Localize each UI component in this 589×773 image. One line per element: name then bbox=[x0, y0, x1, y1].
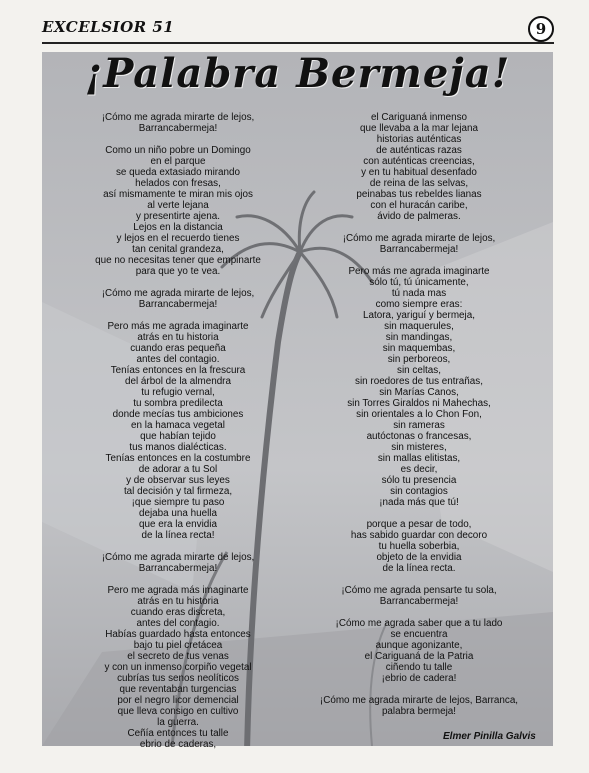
stanza-gap bbox=[303, 607, 535, 618]
poem-line: ¡Cómo me agrada mirarte de lejos, bbox=[101, 112, 255, 123]
poem-line: sólo tú, tú únicamente, bbox=[369, 277, 469, 288]
poem-line: donde mecías tus ambiciones bbox=[112, 409, 244, 420]
poem-line: Barrancabermeja! bbox=[379, 596, 459, 607]
poem-line: para que yo te vea. bbox=[135, 266, 221, 277]
poem-line: con auténticas creencias, bbox=[363, 156, 475, 167]
poem-line: y en tu habitual desenfado bbox=[361, 167, 477, 178]
poem-line: sin maquembas, bbox=[382, 343, 456, 354]
poem-line: así mismamente te miran mis ojos bbox=[103, 189, 253, 200]
poem-line: bajo tu piel cretácea bbox=[133, 640, 223, 651]
poem-line: el Cariguaná inmenso bbox=[370, 112, 468, 123]
poem-line: ávido de palmeras. bbox=[377, 211, 461, 222]
poem-line: al verte lejana bbox=[147, 200, 209, 211]
poem-line: sin celtas, bbox=[397, 365, 441, 376]
poem-line: de reina de las selvas, bbox=[369, 178, 469, 189]
poem-line: Barrancabermeja! bbox=[138, 299, 218, 310]
poem-line: Ceñía entonces tu talle bbox=[127, 728, 229, 739]
poem-line: tu refugio vernal, bbox=[141, 387, 215, 398]
poem-line: ¡Cómo me agrada mirarte de lejos, bbox=[342, 233, 496, 244]
poem-line: sin mallas elitistas, bbox=[377, 453, 461, 464]
poem-line: en el parque bbox=[150, 156, 206, 167]
poem-line: ¡Cómo me agrada mirarte de lejos, bbox=[101, 288, 255, 299]
poem-line: Pero me agrada más imaginarte bbox=[107, 585, 249, 596]
poem-line: y presentirte ajena. bbox=[136, 211, 220, 222]
poem-line: tu sombra predilecta bbox=[133, 398, 223, 409]
poem-line: Latora, yariguí y bermeja, bbox=[363, 310, 475, 321]
poem-line: ebrio de caderas, bbox=[139, 739, 217, 750]
stanza-gap bbox=[303, 255, 535, 266]
poem-line: la guerra. bbox=[157, 717, 199, 728]
stanza-gap bbox=[303, 508, 535, 519]
poem-line: con el huracán caribe, bbox=[370, 200, 468, 211]
stanza-gap bbox=[303, 684, 535, 695]
author-name: Elmer Pinilla Galvis bbox=[443, 731, 536, 742]
poem-line: atrás en tu historia bbox=[137, 596, 219, 607]
poem-column-left bbox=[62, 112, 294, 750]
poem-line: sin perboreos, bbox=[387, 354, 451, 365]
poem-line: sin rameras bbox=[393, 420, 445, 431]
poem-line: antes del contagio. bbox=[136, 354, 220, 365]
poem-line: que llevaba a la mar lejana bbox=[359, 123, 479, 134]
poem-line: helados con fresas, bbox=[135, 178, 221, 189]
poem-line: Barrancabermeja! bbox=[138, 563, 218, 574]
poem-line: Tenías entonces en la costumbre bbox=[105, 453, 251, 464]
poem-line: cubrías tus senos neolíticos bbox=[117, 673, 239, 684]
stanza-gap bbox=[62, 277, 294, 288]
poem-line: en la hamaca vegetal bbox=[131, 420, 225, 431]
poem-line: de la línea recta! bbox=[141, 530, 215, 541]
poem-line: sin Marías Canos, bbox=[379, 387, 459, 398]
poem-line: ¡que siempre tu paso bbox=[131, 497, 225, 508]
poem-line: Como un niño pobre un Domingo bbox=[105, 145, 251, 156]
poem-column-right bbox=[303, 112, 535, 717]
poem-line: Barrancabermeja! bbox=[138, 123, 218, 134]
poem-line: objeto de la envidia bbox=[376, 552, 462, 563]
poem-line: como siempre eras: bbox=[375, 299, 463, 310]
poem-title: ¡Palabra Bermeja! bbox=[84, 50, 511, 97]
poem-line: Tenías entonces en la frescura bbox=[110, 365, 246, 376]
poem-line: sin misteres, bbox=[391, 442, 447, 453]
poem-line: palabra bermeja! bbox=[381, 706, 457, 717]
poem-line: de la línea recta. bbox=[382, 563, 456, 574]
poem-line: el secreto de tus venas bbox=[127, 651, 229, 662]
poem-line: ¡Cómo me agrada mirarte de lejos, bbox=[101, 552, 255, 563]
poem-line: tus manos dialécticas. bbox=[129, 442, 227, 453]
poem-line: que lleva consigo en cultivo bbox=[117, 706, 239, 717]
poem-line: has sabido guardar con decoro bbox=[350, 530, 488, 541]
stanza-gap bbox=[303, 574, 535, 585]
poem-line: ¡nada más que tú! bbox=[379, 497, 459, 508]
poem-line: sin contagios bbox=[390, 486, 448, 497]
poem-line: ¡Cómo me agrada saber que a tu lado bbox=[335, 618, 503, 629]
stanza-gap bbox=[303, 222, 535, 233]
poem-line: y lejos en el recuerdo tienes bbox=[116, 233, 240, 244]
poem-line: del árbol de la almendra bbox=[125, 376, 231, 387]
poem-line: sólo tu presencia bbox=[381, 475, 457, 486]
poem-line: por el negro licor demencial bbox=[117, 695, 239, 706]
poem-line: Barrancabermeja! bbox=[379, 244, 459, 255]
poem-line: que habían tejido bbox=[140, 431, 216, 442]
stanza-gap bbox=[62, 541, 294, 552]
poem-line: Lejos en la distancia bbox=[133, 222, 223, 233]
stanza-gap bbox=[62, 134, 294, 145]
poem-line: sin orientales a lo Chon Fon, bbox=[356, 409, 482, 420]
poem-line: ¡ebrio de cadera! bbox=[381, 673, 457, 684]
poem-line: que reventaban turgencias bbox=[119, 684, 237, 695]
page-header bbox=[42, 14, 554, 42]
poem-line: peinabas tus rebeldes lianas bbox=[356, 189, 482, 200]
poem-line: que no necesitas tener que empinarte bbox=[95, 255, 261, 266]
poem-line: Pero más me agrada imaginarte bbox=[107, 321, 249, 332]
poem-line: sin roedores de tus entrañas, bbox=[355, 376, 483, 387]
poem-line: se encuentra bbox=[390, 629, 448, 640]
poem-line: historias auténticas bbox=[376, 134, 462, 145]
poem-line: ¡Cómo me agrada pensarte tu sola, bbox=[341, 585, 497, 596]
poem-line: tan cenital grandeza, bbox=[132, 244, 224, 255]
poem-line: sin maquerules, bbox=[384, 321, 454, 332]
poem-line: atrás en tu historia bbox=[137, 332, 219, 343]
poem-line: porque a pesar de todo, bbox=[366, 519, 472, 530]
poem-line: tu huella soberbia, bbox=[378, 541, 460, 552]
poem-line: y con un inmenso corpiño vegetal bbox=[104, 662, 252, 673]
poem-line: autóctonas o francesas, bbox=[366, 431, 472, 442]
poem-line: de auténticas razas bbox=[376, 145, 462, 156]
poem-line: aunque agonizante, bbox=[375, 640, 463, 651]
poem-line: el Cariguaná de la Patria bbox=[364, 651, 474, 662]
poem-line: y de observar sus leyes bbox=[126, 475, 230, 486]
poem-line: tal decisión y tal firmeza, bbox=[123, 486, 233, 497]
poem-line: que era la envidia bbox=[139, 519, 217, 530]
poem-line: sin Torres Giraldos ni Mahechas, bbox=[347, 398, 491, 409]
poem-line: ciñendo tu talle bbox=[385, 662, 453, 673]
poem-line: tú nada mas bbox=[391, 288, 447, 299]
stanza-gap bbox=[62, 574, 294, 585]
poem-line: antes del contagio. bbox=[136, 618, 220, 629]
magazine-name: EXCELSIOR 51 bbox=[42, 18, 175, 36]
poem-line: ¡Cómo me agrada mirarte de lejos, Barranca, bbox=[319, 695, 519, 706]
poem-line: es decir, bbox=[400, 464, 438, 475]
poem-line: dejaba una huella bbox=[139, 508, 217, 519]
poem-line: cuando eras discreta, bbox=[130, 607, 226, 618]
poem-line: de adorar a tu Sol bbox=[138, 464, 218, 475]
poem-line: sin mandingas, bbox=[385, 332, 453, 343]
poem-line: se queda extasiado mirando bbox=[115, 167, 241, 178]
poem-line: cuando eras pequeña bbox=[130, 343, 226, 354]
poem-line: Habías guardado hasta entonces bbox=[105, 629, 251, 640]
poem-line: Pero más me agrada imaginarte bbox=[348, 266, 490, 277]
stanza-gap bbox=[62, 310, 294, 321]
page-number: 9 bbox=[528, 16, 554, 42]
header-rule bbox=[42, 42, 554, 44]
